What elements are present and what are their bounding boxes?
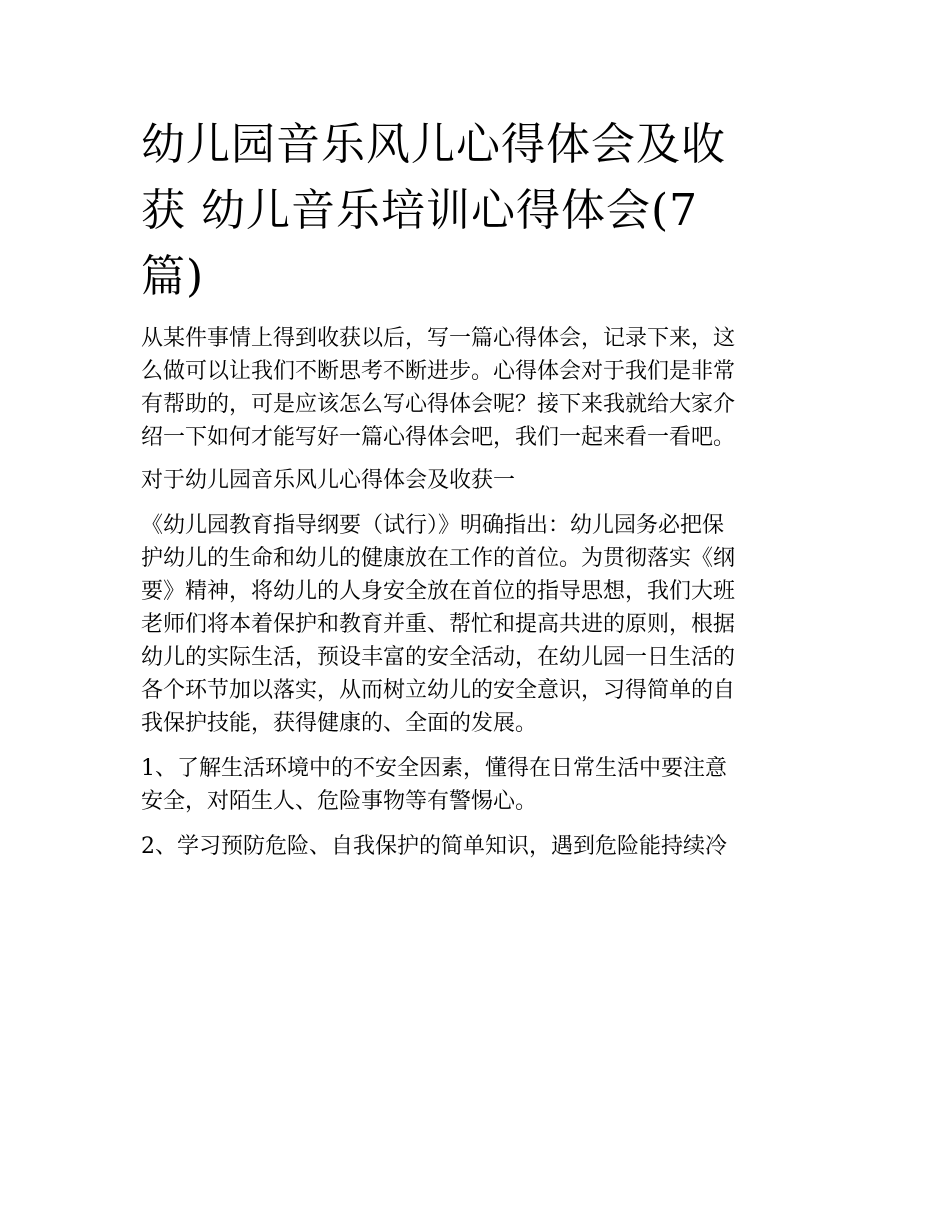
body-line: 护幼儿的生命和幼儿的健康放在工作的首位。为贯彻落实《纲 (141, 546, 736, 571)
body-line: 各个环节加以落实，从而树立幼儿的安全意识，习得简单的自 (141, 678, 736, 703)
intro-line: 么做可以让我们不断思考不断进步。心得体会对于我们是非常 (141, 359, 736, 384)
list-item-1 (141, 752, 813, 818)
title-line: 获 幼儿音乐培训心得体会(7 (141, 185, 699, 236)
body-paragraph (141, 509, 813, 740)
list-item-line: 1、了解生活环境中的不安全因素，懂得在日常生活中要注意 (141, 756, 727, 781)
document-title (141, 112, 813, 310)
body-line: 幼儿的实际生活，预设丰富的安全活动，在幼儿园一日生活的 (141, 645, 736, 670)
document-page (141, 112, 813, 875)
list-item-2 (141, 830, 813, 863)
title-line: 篇) (141, 251, 205, 302)
list-item-line: 2、学习预防危险、自我保护的简单知识，遇到危险能持续冷 (141, 834, 727, 859)
intro-line: 从某件事情上得到收获以后，写一篇心得体会，记录下来，这 (141, 326, 736, 351)
body-line: 《幼儿园教育指导纲要（试行）》明确指出：幼儿园务必把保 (141, 513, 725, 538)
list-item-line: 安全，对陌生人、危险事物等有警惕心。 (141, 789, 538, 814)
title-line: 幼儿园音乐风儿心得体会及收 (141, 119, 726, 170)
body-line: 我保护技能，获得健康的、全面的发展。 (141, 711, 538, 736)
section-heading: 对于幼儿园音乐风儿心得体会及收获一 (141, 468, 516, 493)
intro-line: 绍一下如何才能写好一篇心得体会吧，我们一起来看一看吧。 (141, 425, 736, 450)
intro-line: 有帮助的，可是应该怎么写心得体会呢？接下来我就给大家介 (141, 392, 736, 417)
body-line: 老师们将本着保护和教育并重、帮忙和提高共进的原则，根据 (141, 612, 736, 637)
intro-paragraph (141, 322, 813, 454)
body-line: 要》精神，将幼儿的人身安全放在首位的指导思想，我们大班 (141, 579, 736, 604)
